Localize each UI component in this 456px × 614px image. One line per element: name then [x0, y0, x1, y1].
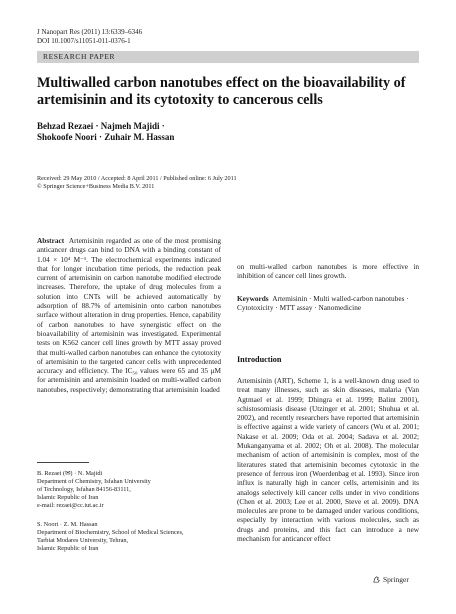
journal-citation: J Nanopart Res (2011) 13:6339–6346 [37, 28, 143, 36]
introduction-text: Artemisinin (ART), Scheme 1, is a well-known drug used to treat many illnesses, such as skin diseases, malaria (Van Agtmael et al. 1999; Dhingra et al. 1999; Balint 2001), schistosomiasis disease (Utzinger et al. 2001; Shuhua et al. 2002), and recently researchers have reported that artemisinin is effective against a wide variety of cancers (Wu et al. 2001; Nakase et al. 2009; Oda et al. 2004; Sadava et al. 2002; Mukanganyama et al. 2002; Oh et al. 2008). The molecular mechanism of action of artemisinin is complex, most of the literatures stated that artemisinin becomes cytotoxic in the presence of ferrous iron (Woerdenbag et al. 1993). Since iron influx is naturally high in cancer cells, artemisinin and its analogs selectively kill cancer cells under in vivo conditions (Chen et al. 2003; Lee et al. 2000, Steve et al. 2009). DNA molecules are prone to be damaged under various conditions, especially by interaction with various molecules, such as drugs and proteins, and this fact can introduce a new mechanism for anticancer effect [237, 376, 419, 544]
aff1-line: Islamic Republic of Iran [37, 494, 99, 501]
keywords-text: Artemisinin · Multi walled-carbon nanotubes · Cytotoxicity · MTT assay · Nanomedicine [237, 294, 409, 313]
journal-header [37, 28, 142, 46]
keywords-block [237, 294, 419, 313]
section-banner [37, 51, 419, 63]
aff1-line: of Technology, Isfahan 84156-83111, [37, 486, 131, 493]
copyright-line: © Springer Science+Business Media B.V. 2011 [37, 183, 155, 190]
keywords-label: Keywords [237, 294, 269, 303]
affiliation-1 [37, 470, 221, 510]
author-list [37, 121, 417, 143]
abstract-label: Abstract [37, 236, 65, 245]
publisher-name: Springer [383, 575, 409, 584]
aff1-line: B. Rezaei (✉) · N. Majidi [37, 470, 103, 477]
section-label: RESEARCH PAPER [43, 52, 116, 61]
doi-line: DOI 10.1007/s11051-011-0376-1 [37, 37, 131, 45]
email-line: e-mail: rezaei@cc.iut.ac.ir [37, 502, 104, 509]
aff2-line: Tarbiat Modares University, Tehran, [37, 537, 129, 544]
aff2-line: S. Noori · Z. M. Hassan [37, 521, 98, 528]
dates-line: Received: 29 May 2010 / Accepted: 8 April 2011 / Published online: 6 July 2011 [37, 175, 237, 182]
author-line-2: Shokoofe Noori · Zuhair M. Hassan [37, 132, 175, 142]
aff1-line: Department of Chemistry, Isfahan University [37, 478, 151, 485]
author-line-1: Behzad Rezaei · Najmeh Majidi · [37, 121, 165, 131]
publisher-logo [372, 575, 409, 584]
abstract-body [37, 236, 221, 394]
footnote-divider [37, 462, 89, 463]
article-title: Multiwalled carbon nanotubes effect on the bioavailability of artemisinin and its cytotoxity to cancerous cells [37, 75, 406, 108]
abstract-text: Artemisinin regarded as one of the most promising anticancer drugs can bind to DNA with a binding constant of 1.04 × 10⁴ M⁻¹. The electrochemical experiments indicated that for longer incubation time periods, the reduction peak current of artemisinin on carbon nanotube modified electrode increases. Therefore, the uptake of drug molecules from a solution into CNTs will be achieved automatically by adsorption of 88.7% of artemisinin onto carbon nanotubes surface without alteration in drug properties. Hence, capability of carbon nanotubes to have synergistic effect on the bioavailability of artemisinin was investigated. Experimental tests on K562 cancer cell lines growth by MTT assay proved that multi-walled carbon nanotubes can enhance the cytotoxity of artemisinin to the targeted cancer cells with unprecedented accuracy and efficiency. The IC₅₀ values were 65 and 35 μM for artemisinin and artemisinin loaded on multi-walled carbon nanotubes, respectively; demonstrating that artemisinin loaded [37, 236, 221, 394]
affiliation-2 [37, 521, 221, 553]
publication-dates [37, 175, 422, 191]
aff2-line: Department of Biochemistry, School of Medical Sciences, [37, 529, 184, 536]
abstract-continuation: on multi-walled carbon nanotubes is more effective in inhibition of cancer cell lines growth. [237, 262, 419, 281]
springer-horse-icon [372, 575, 381, 584]
introduction-heading: Introduction [237, 355, 282, 364]
aff2-line: Islamic Republic of Iran [37, 545, 99, 552]
